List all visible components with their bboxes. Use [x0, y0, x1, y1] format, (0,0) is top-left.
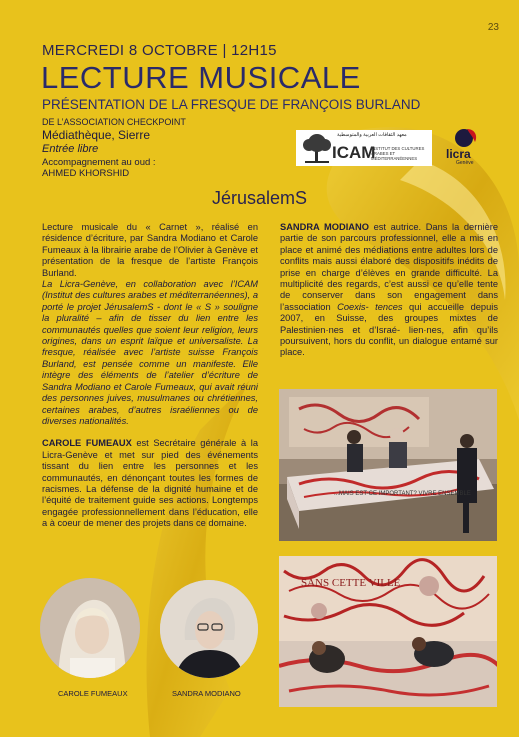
icam-subtitle-line1: INSTITUT DES CULTURES: [371, 146, 425, 151]
sandra-bio: [280, 222, 498, 359]
section-title: JérusalemS: [211, 188, 308, 208]
fresco-scene-2: [279, 556, 497, 707]
association-line: DE L’ASSOCIATION CHECKPOINT: [42, 117, 186, 127]
sandra-portrait: [160, 580, 258, 678]
fresco-scene-1: [279, 389, 497, 541]
event-datetime: MERCREDI 8 OCTOBRE | 12H15: [42, 42, 277, 59]
licra-name: licra: [446, 147, 471, 161]
sandra-portrait-image: [160, 580, 258, 678]
licra-emblem-icon: [453, 126, 479, 148]
fresco-photo-1: [279, 389, 497, 541]
licra-logo: [446, 126, 486, 166]
icam-subtitle: [371, 146, 432, 161]
fresco-photo-2: [279, 556, 497, 707]
page-number: 23: [487, 22, 499, 33]
sandra-bio-name: SANDRA MODIANO: [280, 222, 369, 232]
carole-portrait: [40, 578, 140, 678]
sandra-bio-association: Coexis- tences: [337, 301, 403, 312]
carole-bio-text: est Secrétaire générale à la Licra-Genève et met sur pied des événements tissant du lien entre les personnes et les communautés, en dénonçant toutes les formes de racismes. La défense de la dignité humaine et de l’équité de traitement guide ses actions. Longtemps engagée professionnellement dans l’éducation, elle a à coeur de mener des projets dans ce domaine.: [42, 438, 258, 529]
accompaniment: [42, 157, 156, 179]
event-subtitle: PRÉSENTATION DE LA FRESQUE DE FRANÇOIS BURLAND: [42, 97, 421, 112]
accompaniment-label: Accompagnement au oud :: [42, 157, 156, 168]
left-column: [42, 222, 258, 530]
sandra-bio-end: qui accueille depuis 2007, en Suisse, des groupes mixtes de Palestinien·nes et d’Israé- lien·nes, afin qu’ils poursuivent, hors du conflit, un dialogue entamé sur place.: [280, 301, 498, 358]
carole-portrait-image: [40, 578, 140, 678]
tree-icon: [299, 131, 335, 165]
project-paragraph: La Licra-Genève, en collaboration avec l’ICAM (Institut des cultures arabes et méditerranéennes), a porté le projet JérusalemS - dont le « S » souligne la pluralité – afin de tisser du lien entre les communautés quelles que soient leur religion, leurs origines, dans un esprit laïque et universaliste. La fresque, réalisée avec l’artiste suisse François Burland, est pensée comme un manifeste. Elle intègre des éléments de l’atelier d’écriture de Sandra Modiano et Carole Fumeaux, qui avait réuni des personnes juives, musulmanes ou chrétiennes, certaines arabes, d’autres israéliennes ou de diverses nationalités.: [42, 279, 258, 426]
icam-arabic: معهد الثقافات العربية والمتوسطية: [337, 132, 407, 138]
venue: Médiathèque, Sierre: [42, 128, 151, 142]
icam-logo: [296, 130, 432, 166]
icam-name: ICAM: [332, 143, 376, 162]
accompaniment-artist: AHMED KHORSHID: [42, 168, 130, 179]
fresco-wall-text: SANS CETTE VILLE: [301, 577, 401, 589]
caption-carole: CAROLE FUMEAUX: [58, 689, 128, 698]
caption-sandra: SANDRA MODIANO: [172, 689, 241, 698]
carole-bio: [42, 438, 258, 529]
icam-subtitle-line2: ARABES ET MÉDITERRANÉENNES: [371, 151, 418, 161]
entry-info: Entrée libre: [42, 143, 99, 155]
sandra-bio-text: est autrice. Dans la dernière partie de son parcours professionnel, elle a mis en place et animé des médiations entre adultes lors de conflits mais aussi élaboré des dispositifs inédits de prise en charge d’élèves en grande difficulté. La multiplicité des regards, c’est aussi ce qu’elle tente de conserver dans son engagement dans l’association: [280, 222, 498, 312]
carole-bio-name: CAROLE FUMEAUX: [42, 438, 132, 449]
licra-sub: Genève: [456, 160, 474, 166]
fresco-banner-text: ...MAIS EST-CE IMPORTANT? VIVRE ENSEMBLE: [334, 491, 471, 497]
event-title: LECTURE MUSICALE: [41, 60, 361, 95]
right-column: [280, 222, 498, 359]
intro-paragraph: Lecture musicale du « Carnet », réalisé en résidence d’écriture, par Sandra Modiano et Carole Fumeaux à la librairie arabe de l’Olivier à Genève et présentation de la fresque de l’artiste François Burland.: [42, 222, 258, 278]
